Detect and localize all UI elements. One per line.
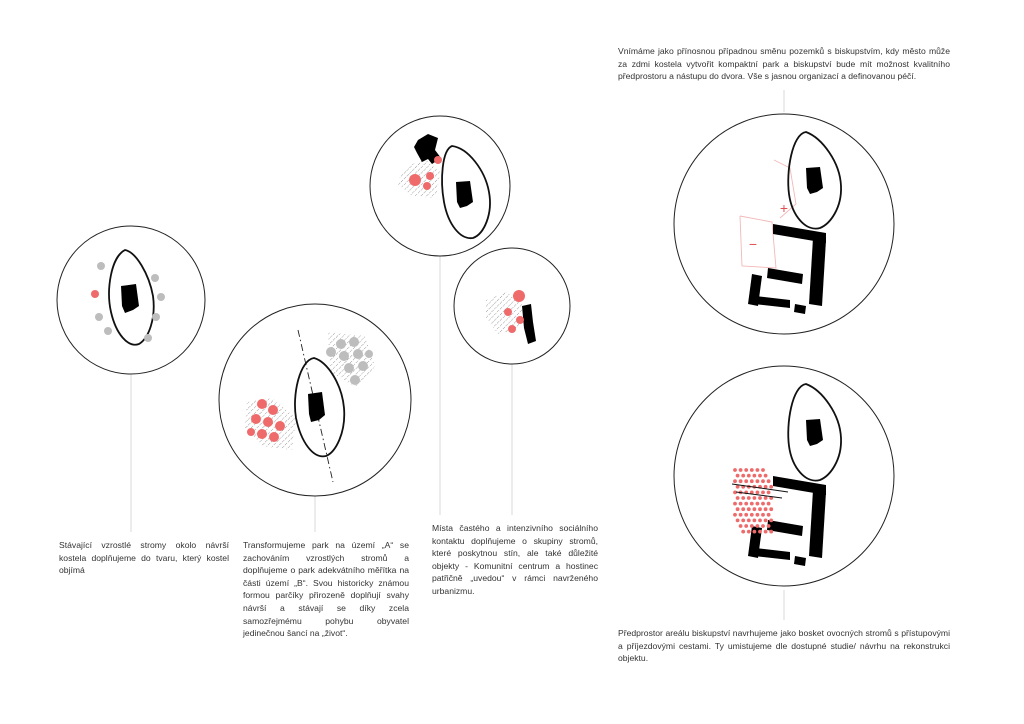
orchard-tree bbox=[761, 468, 765, 472]
orchard-tree bbox=[744, 513, 748, 517]
orchard-tree bbox=[741, 530, 745, 534]
orchard-tree bbox=[758, 519, 762, 523]
orchard-tree bbox=[764, 507, 768, 511]
orchard-tree bbox=[736, 474, 740, 478]
orchard-tree bbox=[761, 491, 765, 495]
orchard-tree bbox=[756, 513, 760, 517]
orchard-tree bbox=[739, 479, 743, 483]
orchard-tree bbox=[750, 524, 754, 528]
orchard-tree bbox=[741, 507, 745, 511]
orchard-tree bbox=[753, 507, 757, 511]
orchard-tree bbox=[761, 479, 765, 483]
orchard-tree bbox=[733, 479, 737, 483]
diagram-circle-5 bbox=[674, 114, 894, 334]
orchard-tree bbox=[739, 502, 743, 506]
orchard-tree bbox=[767, 513, 771, 517]
orchard-tree bbox=[764, 519, 768, 523]
orchard-tree bbox=[739, 468, 743, 472]
new-tree bbox=[91, 290, 99, 298]
orchard-tree bbox=[733, 468, 737, 472]
orchard-tree bbox=[747, 496, 751, 500]
orchard-tree bbox=[736, 496, 740, 500]
orchard-tree bbox=[767, 479, 771, 483]
orchard-tree bbox=[767, 524, 771, 528]
diagram-circle-6 bbox=[674, 366, 894, 586]
orchard-tree bbox=[764, 530, 768, 534]
orchard-tree bbox=[753, 519, 757, 523]
orchard-tree bbox=[756, 524, 760, 528]
orchard-tree bbox=[739, 513, 743, 517]
orchard-tree bbox=[744, 502, 748, 506]
orchard-tree bbox=[750, 502, 754, 506]
orchard-tree bbox=[750, 468, 754, 472]
orchard-tree bbox=[750, 513, 754, 517]
orchard-tree bbox=[767, 502, 771, 506]
orchard-tree bbox=[739, 524, 743, 528]
orchard-tree bbox=[758, 530, 762, 534]
orchard-tree bbox=[764, 496, 768, 500]
minus-sign: − bbox=[748, 236, 758, 252]
orchard-tree bbox=[758, 496, 762, 500]
orchard-tree bbox=[753, 496, 757, 500]
orchard-tree bbox=[756, 468, 760, 472]
orchard-tree bbox=[764, 474, 768, 478]
plus-sign: + bbox=[779, 200, 789, 216]
orchard-tree bbox=[756, 479, 760, 483]
orchard-tree bbox=[733, 502, 737, 506]
orchard-tree bbox=[744, 468, 748, 472]
orchard-tree bbox=[736, 519, 740, 523]
orchard-tree bbox=[761, 502, 765, 506]
orchard-tree bbox=[733, 513, 737, 517]
orchard-tree bbox=[747, 507, 751, 511]
diagram-circle-3 bbox=[370, 116, 510, 256]
orchard-tree bbox=[756, 491, 760, 495]
orchard-tree bbox=[747, 519, 751, 523]
orchard-tree bbox=[761, 524, 765, 528]
orchard-tree bbox=[747, 530, 751, 534]
orchard-tree bbox=[753, 474, 757, 478]
note-social-contact: Místa častého a intenzivního sociálního kontaktu doplňujeme o skupiny stromů, které poskytnou stín, ale také důležité objekty - Komunitní centrum a hostinec patřičně „uvedou“ v rámci navrženého urbanizmu. bbox=[432, 523, 598, 596]
orchard-tree bbox=[758, 507, 762, 511]
diagram-circle-4 bbox=[454, 248, 570, 364]
orchard-tree bbox=[741, 519, 745, 523]
orchard-tree bbox=[744, 479, 748, 483]
orchard-tree bbox=[769, 530, 773, 534]
note-park-transformation: Transformujeme park na území „A“ se zachováním vzrostlých stromů a doplňujeme o park adekvátního měřítka na části území „B“. Svou historicky známou formou parčíky přirozeně doplňují svahy návrší a stávají se díky zcela samozřejmému pohybu obyvatel jedinečnou šancí na „život“. bbox=[243, 540, 409, 639]
diagram-circle-2 bbox=[219, 304, 411, 496]
orchard-tree bbox=[741, 496, 745, 500]
orchard-tree bbox=[747, 474, 751, 478]
circle-3-outline bbox=[370, 116, 510, 256]
diagram-circle-1 bbox=[57, 226, 205, 374]
note-land-swap: Vnímáme jako přínosnou případnou směnu pozemků s biskupstvím, kdy město může za zdmi kostela vytvořit kompaktní park a biskupství bude mít možnost kvalitního předprostoru a nástupu do dvora. Vše s jasnou organizací a definovanou péčí. bbox=[618, 46, 950, 82]
orchard-tree bbox=[736, 507, 740, 511]
orchard-tree bbox=[741, 474, 745, 478]
orchard-tree bbox=[769, 507, 773, 511]
note-existing-trees: Stávající vzrostlé stromy okolo návrší kostela doplňujeme do tvaru, který kostel objímá bbox=[59, 540, 229, 576]
orchard-tree bbox=[758, 474, 762, 478]
orchard-tree bbox=[756, 502, 760, 506]
orchard-tree bbox=[767, 491, 771, 495]
orchard-tree bbox=[769, 519, 773, 523]
orchard-tree bbox=[750, 479, 754, 483]
note-forecourt-orchard: Předprostor areálu biskupství navrhujeme jako bosket ovocných stromů s přístupovými a příjezdovými cestami. Ty umistujeme dle dostupné studie/ návrhu na rekonstrukci objektu. bbox=[618, 628, 950, 664]
orchard-tree bbox=[744, 524, 748, 528]
orchard-tree bbox=[761, 513, 765, 517]
orchard-tree bbox=[769, 485, 773, 489]
orchard-tree bbox=[753, 530, 757, 534]
